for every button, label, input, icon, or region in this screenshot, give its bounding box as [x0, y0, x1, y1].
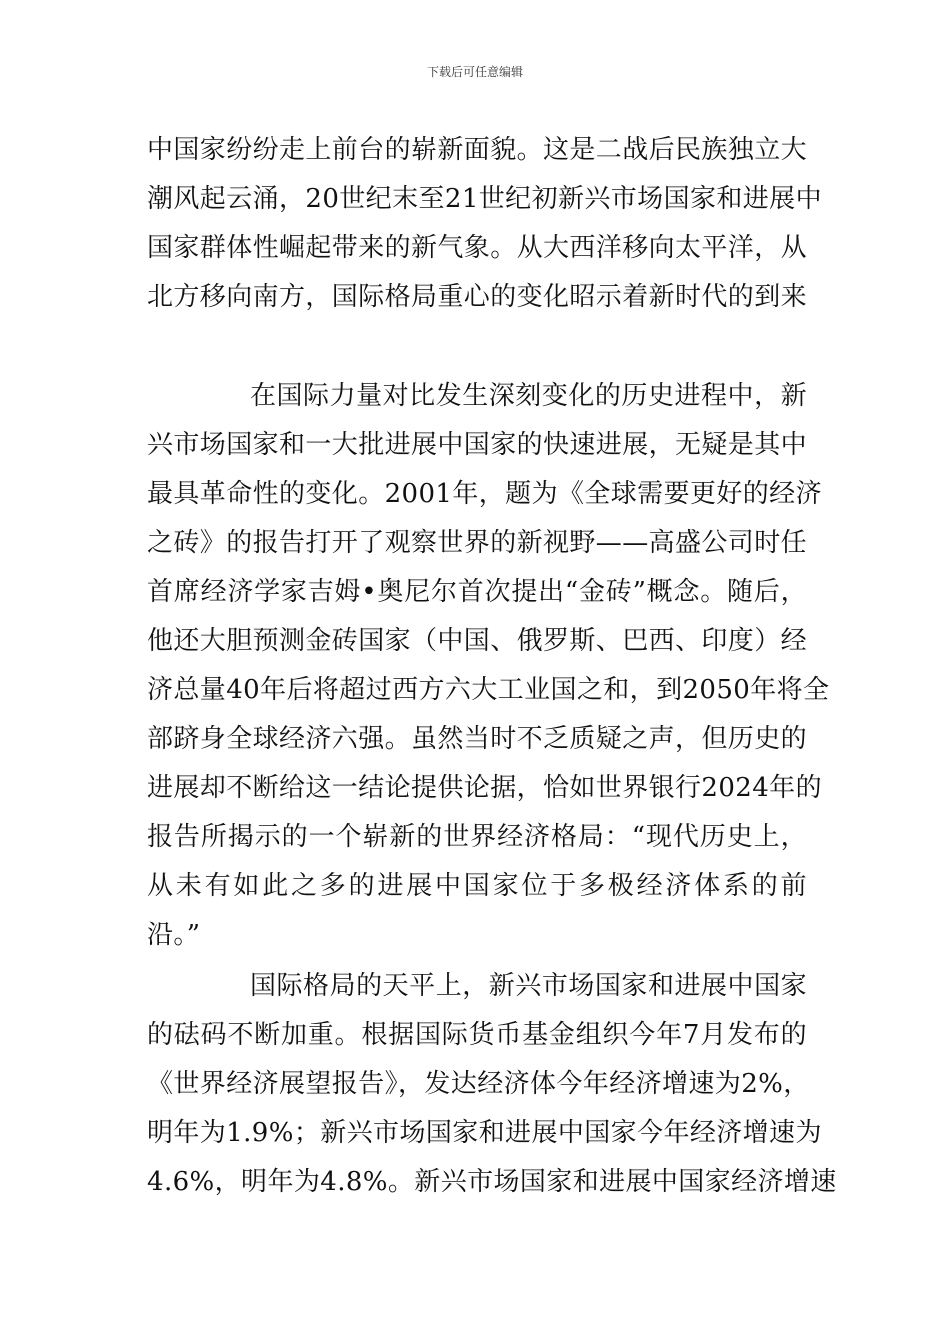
text-line: 他还大胆预测金砖国家（中国、俄罗斯、巴西、印度）经 [147, 626, 808, 656]
text-line: 最具革命性的变化。2001年，题为《全球需要更好的经济 [147, 479, 822, 509]
text-line: 沿。” [147, 920, 201, 950]
text-line: 国际格局的天平上，新兴市场国家和进展中国家 [250, 971, 807, 1001]
text-line: 在国际力量对比发生深刻变化的历史进程中，新 [250, 381, 807, 411]
text-line: 《世界经济展望报告》，发达经济体今年经济增速为2%， [147, 1069, 810, 1099]
text-line: 北方移向南方，国际格局重心的变化昭示着新时代的到来 [147, 282, 808, 312]
text-line: 兴市场国家和一大批进展中国家的快速进展，无疑是其中 [147, 430, 808, 460]
text-line: 报告所揭示的一个崭新的世界经济格局：“现代历史上， [147, 822, 807, 852]
text-line: 首席经济学家吉姆•奥尼尔首次提出“金砖”概念。随后， [147, 577, 807, 607]
text-line: 中国家纷纷走上前台的崭新面貌。这是二战后民族独立大 [147, 135, 808, 165]
text-line: 之砖》的报告打开了观察世界的新视野——高盛公司时任 [147, 528, 808, 558]
page-header-note: 下载后可任意编辑 [426, 65, 523, 79]
text-line: 国家群体性崛起带来的新气象。从大西洋移向太平洋，从 [147, 233, 808, 263]
text-line: 进展却不断给这一结论提供论据，恰如世界银行2024年的 [147, 773, 822, 803]
text-line: 从未有如此之多的进展中国家位于多极经济体系的前 [147, 871, 807, 901]
text-line: 济总量40年后将超过西方六大工业国之和，到2050年将全 [147, 675, 830, 705]
text-line: 的砝码不断加重。根据国际货币基金组织今年7月发布的 [147, 1020, 807, 1050]
text-line: 4.6%，明年为4.8%。新兴市场国家和进展中国家经济增速 [147, 1167, 837, 1197]
text-line: 明年为1.9%；新兴市场国家和进展中国家今年经济增速为 [147, 1118, 822, 1148]
text-line: 部跻身全球经济六强。虽然当时不乏质疑之声，但历史的 [147, 724, 808, 754]
text-line: 潮风起云涌，20世纪末至21世纪初新兴市场国家和进展中 [147, 184, 822, 214]
